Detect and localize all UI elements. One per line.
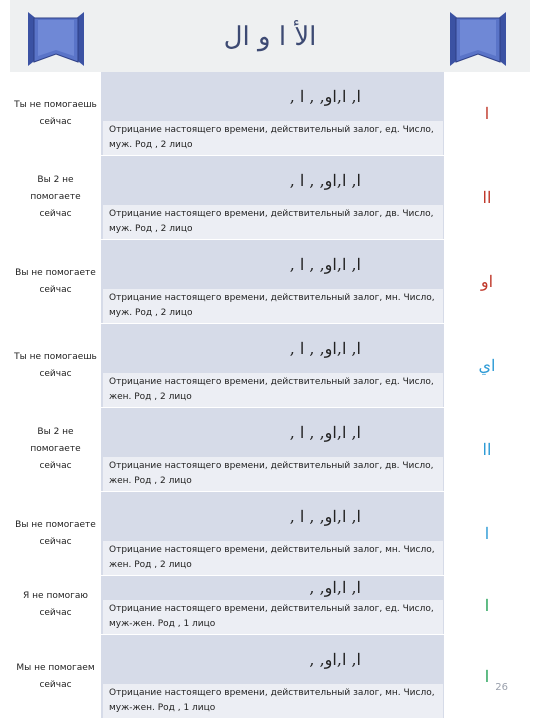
table-row [10,492,530,576]
grammar-description: Отрицание настоящего времени, действительный залог, ед. Число, муж. Род , 2 лицо [103,121,443,155]
form-number: ا [444,635,530,718]
table-row [10,408,530,492]
arabic-verb-form: ا, ا,او, , [103,635,443,684]
form-number: اا [444,156,530,239]
form-number: ا [444,72,530,155]
grammar-description: Отрицание настоящего времени, действительный залог, дв. Число, жен. Род , 2 лицо [103,457,443,491]
russian-translation: Ты не помогаешь сейчас [10,72,102,155]
verb-form-cell [103,635,443,718]
table-row [10,72,530,156]
verb-form-cell [103,240,443,323]
form-number: او [444,240,530,323]
arabic-verb-form: ا, ا,او, , ا , [103,324,443,373]
form-number: اا [444,408,530,491]
russian-translation: Вы 2 не помогаете сейчас [10,156,102,239]
arabic-verb-form: ا, ا,او, , ا , [103,72,443,121]
russian-translation: Вы 2 не помогаете сейчас [10,408,102,491]
form-number: ا [444,576,530,634]
table-row [10,156,530,240]
arabic-verb-form: ا, ا,او, , ا , [103,156,443,205]
verb-form-cell [103,156,443,239]
verb-form-cell [103,492,443,575]
banner-icon [450,12,506,66]
verb-form-cell [103,72,443,155]
russian-translation: Я не помогаю сейчас [10,576,102,634]
grammar-description: Отрицание настоящего времени, действительный залог, мн. Число, муж-жен. Род , 1 лицо [103,684,443,718]
page-number: 26 [495,682,508,693]
arabic-verb-form: ا, ا,او, , ا , [103,408,443,457]
table-row [10,324,530,408]
arabic-verb-form: ا, ا,او, , [103,576,443,600]
page-title: الأ ا و ال [223,22,317,52]
slide-header [10,0,530,72]
verb-form-cell [103,408,443,491]
form-number: اي [444,324,530,407]
grammar-description: Отрицание настоящего времени, действительный залог, мн. Число, муж. Род , 2 лицо [103,289,443,323]
grammar-description: Отрицание настоящего времени, действительный залог, ед. Число, жен. Род , 2 лицо [103,373,443,407]
form-number: ا [444,492,530,575]
arabic-verb-form: ا, ا,او, , ا , [103,492,443,541]
grammar-description: Отрицание настоящего времени, действительный залог, дв. Число, муж. Род , 2 лицо [103,205,443,239]
conjugation-table [10,72,530,719]
table-row [10,240,530,324]
russian-translation: Ты не помогаешь сейчас [10,324,102,407]
grammar-description: Отрицание настоящего времени, действительный залог, мн. Число, жен. Род , 2 лицо [103,541,443,575]
table-row [10,576,530,635]
russian-translation: Мы не помогаем сейчас [10,635,102,718]
russian-translation: Вы не помогаете сейчас [10,492,102,575]
verb-form-cell [103,324,443,407]
arabic-verb-form: ا, ا,او, , ا , [103,240,443,289]
table-row [10,635,530,719]
grammar-description: Отрицание настоящего времени, действительный залог, ед. Число, муж-жен. Род , 1 лицо [103,600,443,634]
russian-translation: Вы не помогаете сейчас [10,240,102,323]
verb-form-cell [103,576,443,634]
